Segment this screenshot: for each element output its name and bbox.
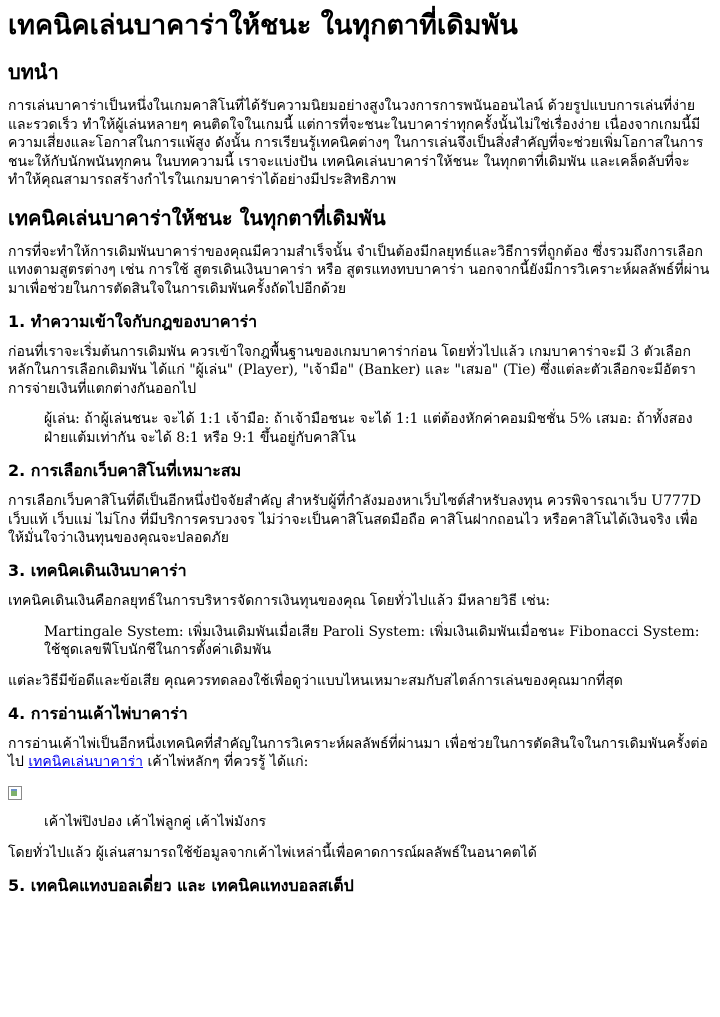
intro-heading: บทนำ bbox=[8, 60, 59, 85]
section-3-after-paragraph: แต่ละวิธีมีข้อดีและข้อเสีย คุณควรทดลองใช้เพื่อดูว่าแบบไหนเหมาะสมกับสไตล์การเล่นของคุณมากที่สุด bbox=[8, 672, 623, 689]
section-4-paragraph bbox=[8, 735, 712, 772]
section-4-after-paragraph: โดยทั่วไปแล้ว ผู้เล่นสามารถใช้ข้อมูลจากเค้าไพ่เหล่านี้เพื่อคาดการณ์ผลลัพธ์ในอนาคตได้ bbox=[8, 844, 537, 861]
baccarat-technique-link[interactable]: เทคนิคเล่นบาคาร่า bbox=[28, 754, 143, 771]
broken-image-icon bbox=[8, 786, 22, 800]
main-paragraph: การที่จะทำให้การเดิมพันบาคาร่าของคุณมีความสำเร็จนั้น จำเป็นต้องมีกลยุทธ์และวิธีการที่ถูกต้อง ซึ่งรวมถึงการเลือกแทงตามสูตรต่างๆ เช่น การใช้ สูตรเดินเงินบาคาร่า หรือ สูตรแทงทบบาคาร่า นอกจากนี้ยังมีการวิเคราะห์ผลลัพธ์ที่ผ่านมาเพื่อช่วยในการตัดสินใจในการเดิมพันครั้งถัดไปอีกด้วย bbox=[8, 243, 710, 297]
section-3-heading: 3. เทคนิคเดินเงินบาคาร่า bbox=[8, 561, 187, 581]
section-3-quote: Martingale System: เพิ่มเงินเดิมพันเมื่อเสีย Paroli System: เพิ่มเงินเดิมพันเมื่อชนะ Fibonacci System: ใช้ชุดเลขฟีโบนักชีในการตั้งค่าเดิมพัน bbox=[44, 623, 700, 659]
section-3-paragraph: เทคนิคเดินเงินคือกลยุทธ์ในการบริหารจัดการเงินทุนของคุณ โดยทั่วไปแล้ว มีหลายวิธี เช่น: bbox=[8, 593, 551, 610]
section-4-text-before-link: การอ่านเค้าไพ่เป็นอีกหนึ่งเทคนิคที่สำคัญในการวิเคราะห์ผลลัพธ์ที่ผ่านมา เพื่อช่วยในการตัดสินใจในการเดิมพันครั้งต่อไป bbox=[8, 735, 708, 771]
section-1-paragraph: ก่อนที่เราจะเริ่มต้นการเดิมพัน ควรเข้าใจกฎพื้นฐานของเกมบาคาร่าก่อน โดยทั่วไปแล้ว เกมบาคาร่าจะมี 3 ตัวเลือกหลักในการเลือกเดิมพัน ได้แก่ "ผู้เล่น" (Player), "เจ้ามือ" (Banker) และ "เสมอ" (Tie) ซึ่งแต่ละตัวเลือกจะมีอัตราการจ่ายเงินที่แตกต่างกันออกไป bbox=[8, 343, 696, 397]
page-title: เทคนิคเล่นบาคาร่าให้ชนะ ในทุกตาที่เดิมพัน bbox=[8, 10, 518, 41]
section-4-heading: 4. การอ่านเค้าไพ่บาคาร่า bbox=[8, 704, 188, 724]
section-4-text-after-link: เค้าไพ่หลักๆ ที่ควรรู้ ได้แก่: bbox=[143, 754, 309, 771]
main-heading: เทคนิคเล่นบาคาร่าให้ชนะ ในทุกตาที่เดิมพัน bbox=[8, 205, 386, 230]
section-4-quote: เค้าไพ่ปิงปอง เค้าไพ่ลูกคู่ เค้าไพ่มังกร bbox=[44, 814, 267, 831]
intro-paragraph: การเล่นบาคาร่าเป็นหนึ่งในเกมคาสิโนที่ได้รับความนิยมอย่างสูงในวงการการพนันออนไลน์ ด้วยรูปแบบการเล่นที่ง่ายและรวดเร็ว ทำให้ผู้เล่นหลายๆ คนติดใจในเกมนี้ แต่การที่จะชนะในบาคาร่าทุกครั้งนั้นไม่ใช่เรื่องง่าย เนื่องจากเกมนี้มีความเสี่ยงและโอกาสในการแพ้สูง ดังนั้น การเรียนรู้เทคนิคต่างๆ ในการเล่นจึงเป็นสิ่งสำคัญที่จะช่วยเพิ่มโอกาสในการชนะให้กับนักพนันทุกคน ในบทความนี้ เราจะแบ่งปัน เทคนิคเล่นบาคาร่าให้ชนะ ในทุกตาที่เดิมพัน และเคล็ดลับที่จะทำให้คุณสามารถสร้างกำไรในเกมบาคาร่าได้อย่างมีประสิทธิภาพ bbox=[8, 98, 704, 189]
section-1-quote: ผู้เล่น: ถ้าผู้เล่นชนะ จะได้ 1:1 เจ้ามือ: ถ้าเจ้ามือชนะ จะได้ 1:1 แต่ต้องหักค่าคอมมิชชั่น 5% เสมอ: ถ้าทั้งสองฝ่ายแต้มเท่ากัน จะได้ 8:1 หรือ 9:1 ขึ้นอยู่กับคาสิโน bbox=[44, 411, 693, 446]
section-2-heading: 2. การเลือกเว็บคาสิโนที่เหมาะสม bbox=[8, 461, 242, 481]
section-2-paragraph: การเลือกเว็บคาสิโนที่ดีเป็นอีกหนึ่งปัจจัยสำคัญ สำหรับผู้ที่กำลังมองหาเว็บไซต์สำหรับลงทุน ควรพิจารณาเว็บ U777D เว็บแท้ เว็บแม่ ไม่โกง ที่มีบริการครบวงจร ไม่ว่าจะเป็นคาสิโนสดมือถือ คาสิโนฝากถอนไว หรือคาสิโนได้เงินจริง เพื่อให้มั่นใจว่าเงินทุนของคุณจะปลอดภัย bbox=[8, 493, 702, 547]
section-1-heading: 1. ทำความเข้าใจกับกฎของบาคาร่า bbox=[8, 312, 258, 332]
section-5-heading: 5. เทคนิคแทงบอลเดี่ยว และ เทคนิคแทงบอลสเต็ป bbox=[8, 876, 354, 896]
